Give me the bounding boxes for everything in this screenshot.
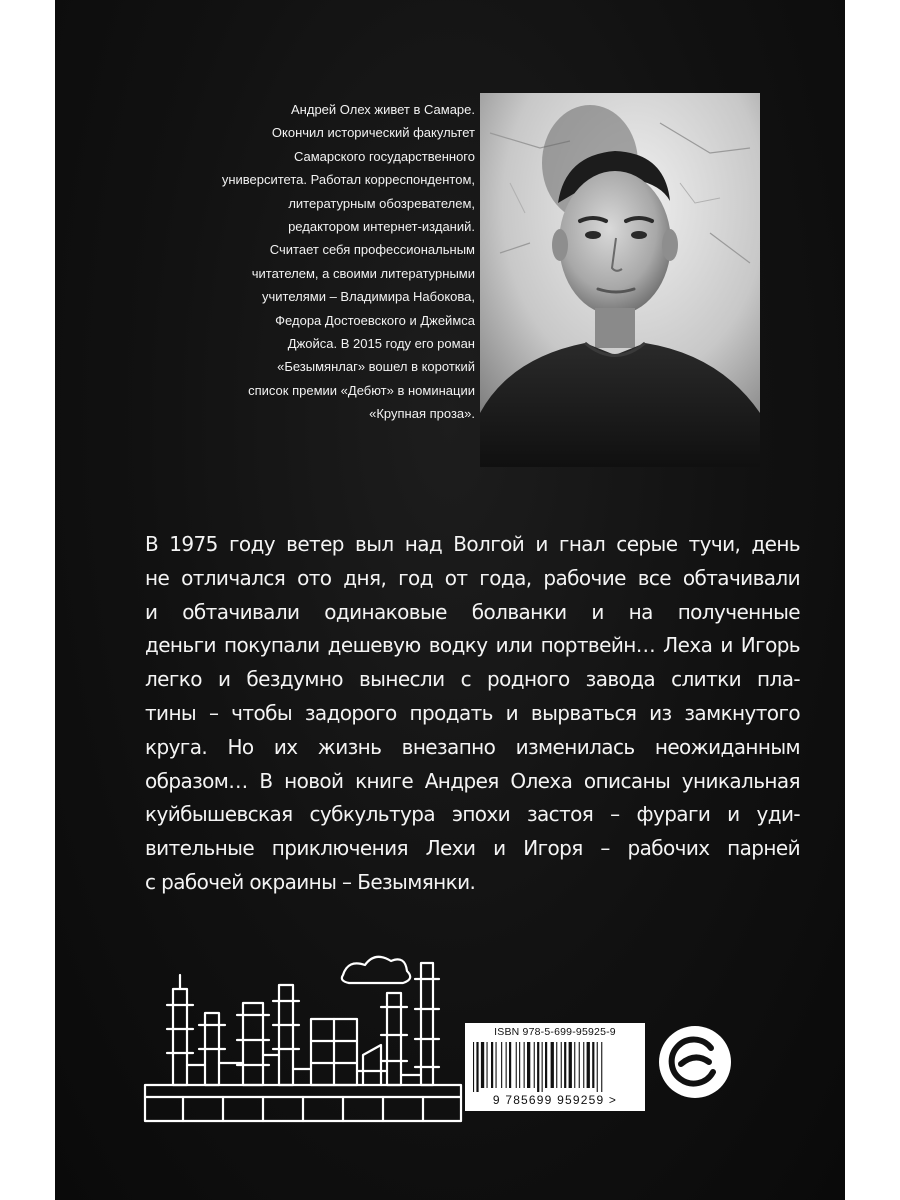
author-photo [480,93,760,467]
bio-line: «Безымянлаг» вошел в короткий [277,359,475,375]
isbn-label: ISBN 978-5-699-95925-9 [494,1026,616,1038]
book-back-cover [55,0,845,1200]
isbn-barcode [465,1023,645,1111]
bio-line: Андрей Олех живет в Самаре. [291,102,475,117]
bio-line: университета. Работал корреспондентом, [221,172,475,188]
bio-line: Считает себя профессиональным [269,242,475,258]
bio-line: читателем, а своими литературными [251,265,475,281]
bio-line: Самарского государственного [293,148,475,164]
blurb-line: тины – чтобы задорого продать и вырваться из замкнутого [145,700,800,725]
author-bio [145,98,475,426]
blurb-line: куйбышевская субкультура эпохи застоя – фураги и уди- [145,802,800,827]
blurb-line: не отличался ото дня, год от года, рабочие все обтачивали [145,565,800,590]
barcode-bars [471,1042,639,1092]
bio-line: Джойса. В 2015 году его роман [287,336,475,352]
blurb-line: деньги покупали дешевую водку или портвейн… Леха и Игорь [145,633,800,658]
book-blurb [145,528,800,900]
bio-line: «Крупная проза». [369,406,475,422]
blurb-line: круга. Но их жизнь внезапно изменилась неожиданным [145,734,800,759]
bio-line: Федора Достоевского и Джеймса [275,312,475,328]
bio-line: список премии «Дебют» в номинации [248,382,475,398]
blurb-line: вительные приключения Лехи и Игоря – рабочих парней [145,836,800,861]
barcode-digits: 9 785699 959259 > [492,1093,618,1107]
bio-line: литературным обозревателем, [288,195,475,211]
eksmo-logo-icon [655,1022,735,1102]
blurb-line: образом… В новой книге Андрея Олеха описаны уникальная [145,768,800,793]
bio-line: учителями – Владимира Набокова, [262,289,475,305]
bio-line: редактором интернет-изданий. [288,219,475,235]
blurb-line: и обтачивали одинаковые болванки и на полученные [145,599,800,624]
blurb-line: с рабочей окраины – Безымянки. [145,869,476,894]
factory-skyline-icon [143,945,463,1125]
bio-line: Окончил исторический факультет [271,125,475,141]
blurb-line: легко и бездумно вынесли с родного завода слитки пла- [145,667,800,692]
blurb-line: В 1975 году ветер выл над Волгой и гнал серые тучи, день [145,532,800,556]
